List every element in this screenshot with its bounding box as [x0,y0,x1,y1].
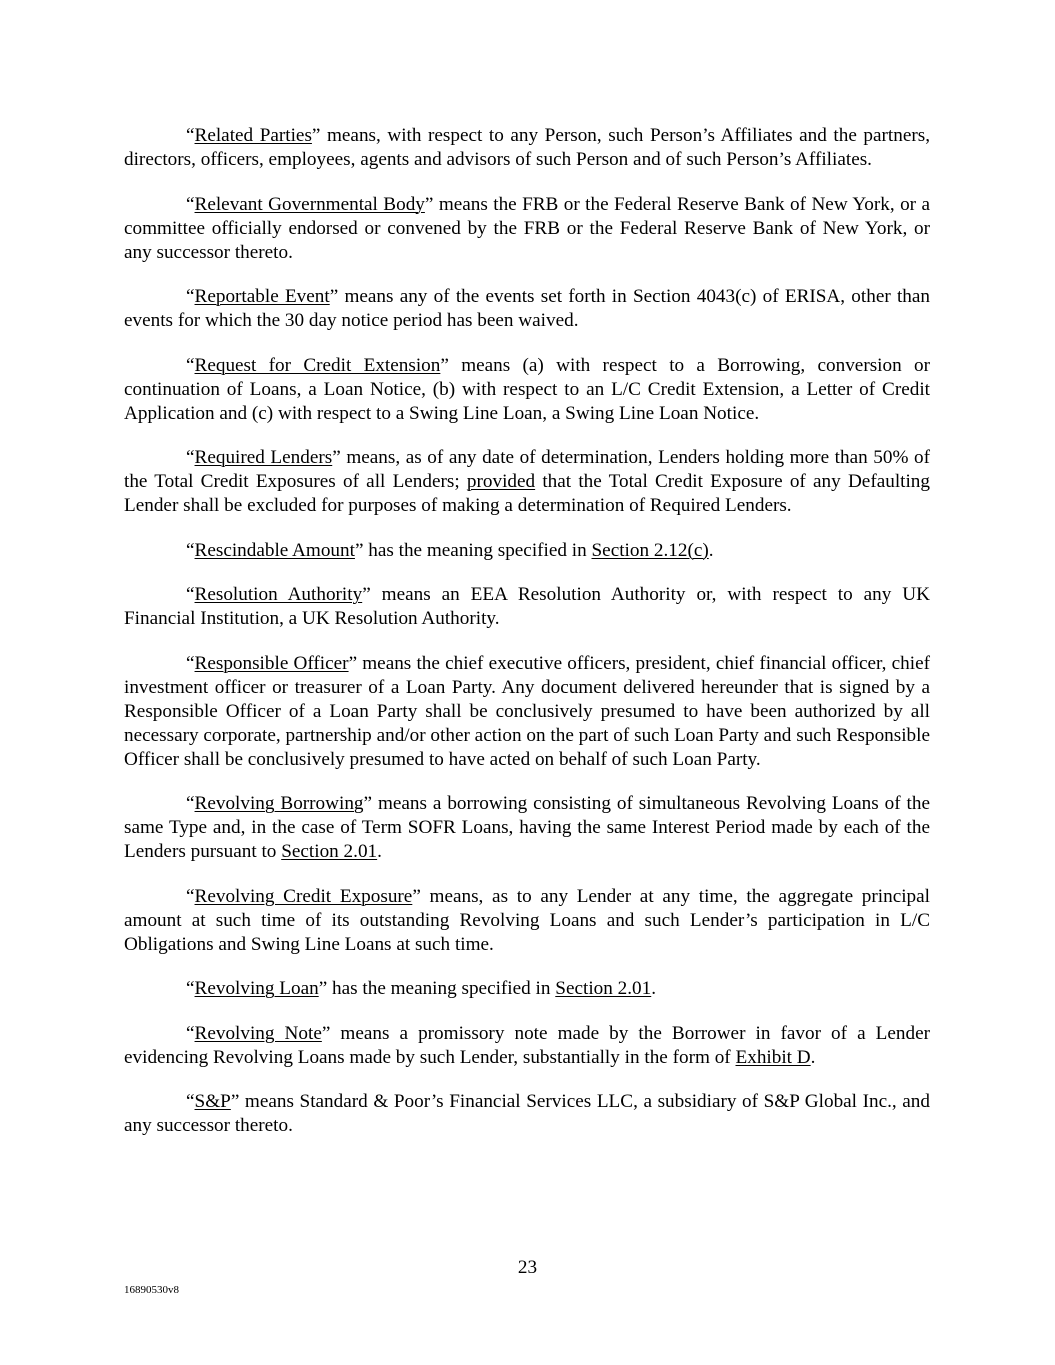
definition-text: . [810,1046,816,1068]
defined-term: Responsible Officer [194,652,349,674]
defined-term: Revolving Loan [194,978,319,999]
defined-term: Revolving Credit Exposure [194,885,413,907]
definition-paragraph [124,193,930,265]
definition-text: . [377,841,382,862]
definition-text: . [651,978,657,999]
underlined-word: provided [466,471,536,492]
definition-text: ” means (a) with respect to a Borrowing, conversion or continuation of Loans, a Loan Notice, (b) with respect to an L/C Credit Extension, a Letter of Credit Application and (c) with respect to a Swing Line Loan, a Swing Line Loan Notice. [124,354,930,424]
definition-paragraph [124,652,930,772]
definitions-body [124,124,930,1159]
definition-text: ” means Standard & Poor’s Financial Services LLC, a subsidiary of S&P Global Inc., and any successor thereto. [124,1091,930,1136]
section-reference: Section 2.12(c) [591,539,709,561]
definition-text: ” has the meaning specified in [354,539,592,561]
defined-term: Request for Credit Extension [194,354,441,376]
definition-text: ” means an EEA Resolution Authority or, with respect to any UK Financial Institution, a UK Resolution Authority. [124,584,930,629]
definition-paragraph [124,354,930,426]
definition-paragraph [124,885,930,957]
defined-term: Revolving Note [194,1022,322,1044]
definition-text: ” means any of the events set forth in Section 4043(c) of ERISA, other than events for which the 30 day notice period has been waived. [124,286,930,331]
defined-term: Resolution Authority [194,584,363,605]
section-reference: Section 2.01 [281,841,378,862]
open-quote: “ [186,193,195,215]
definition-text: ” means a borrowing consisting of simultaneous Revolving Loans of the same Type and, in the case of Term SOFR Loans, having the same Interest Period made by each of the Lenders pursuant to [124,793,930,862]
open-quote: “ [186,354,195,376]
exhibit-reference: Exhibit D [735,1046,811,1068]
defined-term: S&P [194,1091,231,1112]
definition-paragraph [124,792,930,864]
defined-term: Reportable Event [194,286,330,307]
open-quote: “ [186,539,195,561]
defined-term: Rescindable Amount [194,539,355,561]
page-number: 23 [517,1257,538,1278]
definition-paragraph [124,124,930,172]
open-quote: “ [186,125,195,146]
document-id: 16890530v8 [124,1284,179,1296]
definition-paragraph [124,539,930,563]
definition-paragraph [124,285,930,333]
defined-term: Required Lenders [194,447,333,468]
open-quote: “ [186,1022,195,1044]
definition-paragraph [124,583,930,631]
definition-text: ” means a promissory note made by the Borrower in favor of a Lender evidencing Revolving Loans made by such Lender, substantially in the form of [124,1022,931,1068]
section-reference: Section 2.01 [555,978,652,999]
open-quote: “ [186,584,195,605]
open-quote: “ [186,793,195,814]
definition-text: ” means, as of any date of determination, Lenders holding more than 50% of the Total Credit Exposures of all Lenders; [124,447,930,492]
open-quote: “ [186,978,195,999]
defined-term: Revolving Borrowing [194,793,364,814]
open-quote: “ [186,447,195,468]
definition-text: that the Total Credit Exposure of any Defaulting Lender shall be excluded for purposes of making a determination of Required Lenders. [124,471,930,516]
definition-paragraph [124,977,930,1001]
definition-paragraph [124,1022,930,1070]
defined-term: Relevant Governmental Body [194,193,425,215]
definition-text: ” means the FRB or the Federal Reserve Bank of New York, or a committee officially endorsed or convened by the FRB or the Federal Reserve Bank of New York, or any successor thereto. [124,193,930,263]
definition-text: ” means, as to any Lender at any time, the aggregate principal amount at such time of its outstanding Revolving Loans and such Lender’s participation in L/C Obligations and Swing Line Loans at such time. [124,885,930,955]
definition-text: ” has the meaning specified in [318,978,556,999]
definition-text: ” means the chief executive officers, president, chief financial officer, chief investment officer or treasurer of a Loan Party. Any document delivered hereunder that is signed by a Responsible Officer of a Loan Party shall be conclusively presumed to have been authorized by all necessary corporate, partnership and/or other action on the part of such Loan Party and such Responsible Officer shall be conclusively presumed to have acted on behalf of such Loan Party. [124,652,931,770]
defined-term: Related Parties [194,125,312,146]
open-quote: “ [186,286,195,307]
definition-text: ” means, with respect to any Person, such Person’s Affiliates and the partners, directors, officers, employees, agents and advisors of such Person and of such Person’s Affiliates. [124,125,930,170]
open-quote: “ [186,652,195,674]
definition-text: . [708,539,714,561]
definition-paragraph [124,1090,930,1138]
definition-paragraph [124,446,930,518]
open-quote: “ [186,1091,195,1112]
open-quote: “ [186,885,195,907]
